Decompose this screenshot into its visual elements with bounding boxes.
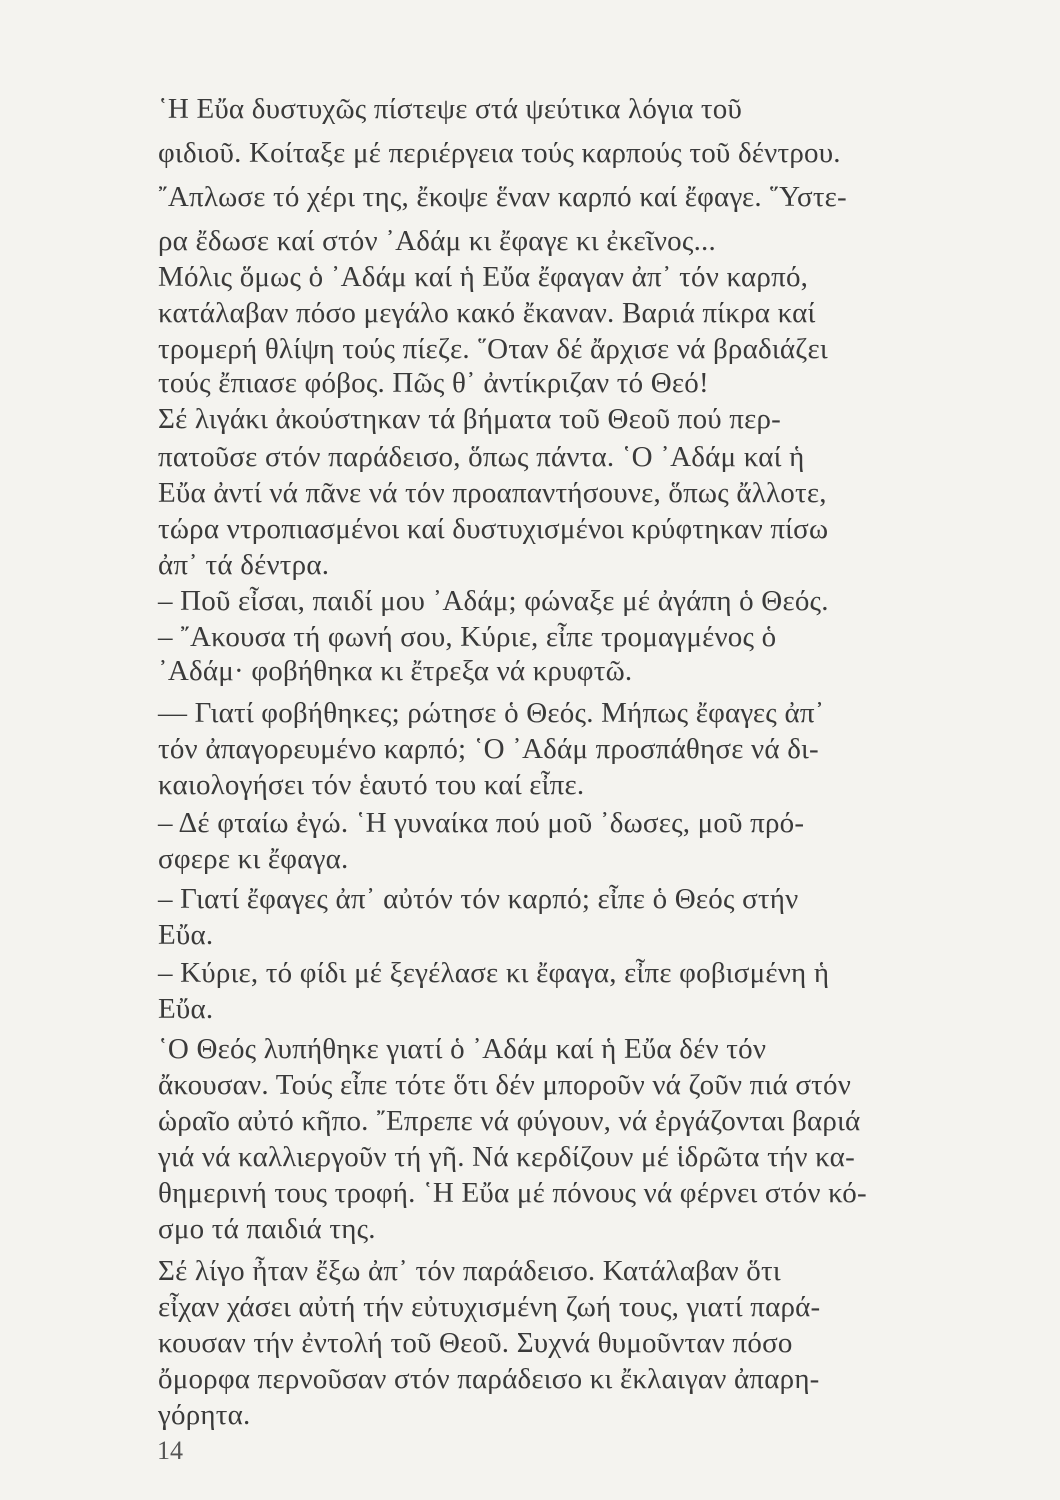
text-line: Σέ λίγο ἦταν ἔξω ἀπ᾿ τόν παράδεισο. Κατάλαβαν ὅτι xyxy=(158,1255,781,1287)
text-line: Σέ λιγάκι ἀκούστηκαν τά βήματα τοῦ Θεοῦ πού περ- xyxy=(158,403,782,435)
text-line: — Γιατί φοβήθηκες; ρώτησε ὁ Θεός. Μήπως ἔφαγες ἀπ᾿ xyxy=(158,697,825,729)
text-line: πατοῦσε στόν παράδεισο, ὅπως πάντα. ῾Ο ᾿Αδάμ καί ἡ xyxy=(158,441,805,473)
text-line: Μόλις ὅμως ὁ ᾿Αδάμ καί ἡ Εὔα ἔφαγαν ἀπ᾿ τόν καρπό, xyxy=(158,261,809,293)
page-body xyxy=(158,92,1020,1431)
text-line: Εὔα. xyxy=(158,993,214,1025)
text-line: ῎Απλωσε τό χέρι της, ἔκοψε ἕναν καρπό καί ἔφαγε. ῞Υστε- xyxy=(158,181,847,213)
text-line: τρομερή θλίψη τούς πίεζε. ῞Οταν δέ ἄρχισε νά βραδιάζει xyxy=(158,333,828,365)
text-line: ἄκουσαν. Τούς εἶπε τότε ὅτι δέν μποροῦν νά ζοῦν πιά στόν xyxy=(158,1069,852,1101)
text-line: σφερε κι ἔφαγα. xyxy=(158,843,349,875)
text-line: – Κύριε, τό φίδι μέ ξεγέλασε κι ἔφαγα, εἶπε φοβισμένη ἡ xyxy=(158,957,830,989)
text-line: ῾Η Εὔα δυστυχῶς πίστεψε στά ψεύτικα λόγια τοῦ xyxy=(158,93,743,125)
text-line: – ῎Ακουσα τή φωνή σου, Κύριε, εἶπε τρομαγμένος ὁ xyxy=(158,621,777,653)
text-line: ἀπ᾿ τά δέντρα. xyxy=(158,549,330,581)
text-line: τούς ἔπιασε φόβος. Πῶς θ᾿ ἀντίκριζαν τό Θεό! xyxy=(158,367,709,399)
text-line: εἶχαν χάσει αὐτή τήν εὐτυχισμένη ζωή τους, γιατί παρά- xyxy=(158,1291,821,1323)
text-line: σμο τά παιδιά της. xyxy=(158,1213,376,1245)
text-line: ρα ἔδωσε καί στόν ᾿Αδάμ κι ἔφαγε κι ἐκεῖνος... xyxy=(158,225,716,257)
text-line: ᾿Αδάμ· φοβήθηκα κι ἔτρεξα νά κρυφτῶ. xyxy=(158,655,633,687)
text-line: – Δέ φταίω ἐγώ. ῾Η γυναίκα πού μοῦ ᾿δωσες, μοῦ πρό- xyxy=(158,807,805,839)
text-line: κατάλαβαν πόσο μεγάλο κακό ἔκαναν. Βαριά πίκρα καί xyxy=(158,297,816,329)
text-line: – Ποῦ εἶσαι, παιδί μου ᾿Αδάμ; φώναξε μέ ἀγάπη ὁ Θεός. xyxy=(158,585,829,617)
page-number: 14 xyxy=(157,1436,183,1465)
text-line: κουσαν τήν ἐντολή τοῦ Θεοῦ. Συχνά θυμοῦνταν πόσο xyxy=(158,1327,793,1359)
text-line: ὄμορφα περνοῦσαν στόν παράδεισο κι ἔκλαιγαν ἀπαρη- xyxy=(158,1363,820,1395)
text-line: γόρητα. xyxy=(158,1399,251,1431)
text-line: τώρα ντροπιασμένοι καί δυστυχισμένοι κρύφτηκαν πίσω xyxy=(158,513,829,545)
text-line: φιδιοῦ. Κοίταξε μέ περιέργεια τούς καρπούς τοῦ δέντρου. xyxy=(158,137,841,169)
text-line: καιολογήσει τόν ἑαυτό του καί εἶπε. xyxy=(158,769,585,801)
text-line: τόν ἀπαγορευμένο καρπό; ῾Ο ᾿Αδάμ προσπάθησε νά δι- xyxy=(158,733,819,765)
text-line: γιά νά καλλιεργοῦν τή γῆ. Νά κερδίζουν μέ ἱδρῶτα τήν κα- xyxy=(158,1141,855,1173)
text-line: ῾Ο Θεός λυπήθηκε γιατί ὁ ᾿Αδάμ καί ἡ Εὔα δέν τόν xyxy=(158,1033,767,1065)
text-line: θημερινή τους τροφή. ῾Η Εὔα μέ πόνους νά φέρνει στόν κό- xyxy=(158,1177,867,1209)
text-line: ὡραῖο αὐτό κῆπο. ῎Επρεπε νά φύγουν, νά ἐργάζονται βαριά xyxy=(158,1105,861,1137)
text-line: Εὔα. xyxy=(158,919,214,951)
text-line: – Γιατί ἔφαγες ἀπ᾿ αὐτόν τόν καρπό; εἶπε ὁ Θεός στήν xyxy=(158,883,799,915)
text-line: Εὔα ἀντί νά πᾶνε νά τόν προαπαντήσουνε, ὅπως ἄλλοτε, xyxy=(158,477,827,509)
